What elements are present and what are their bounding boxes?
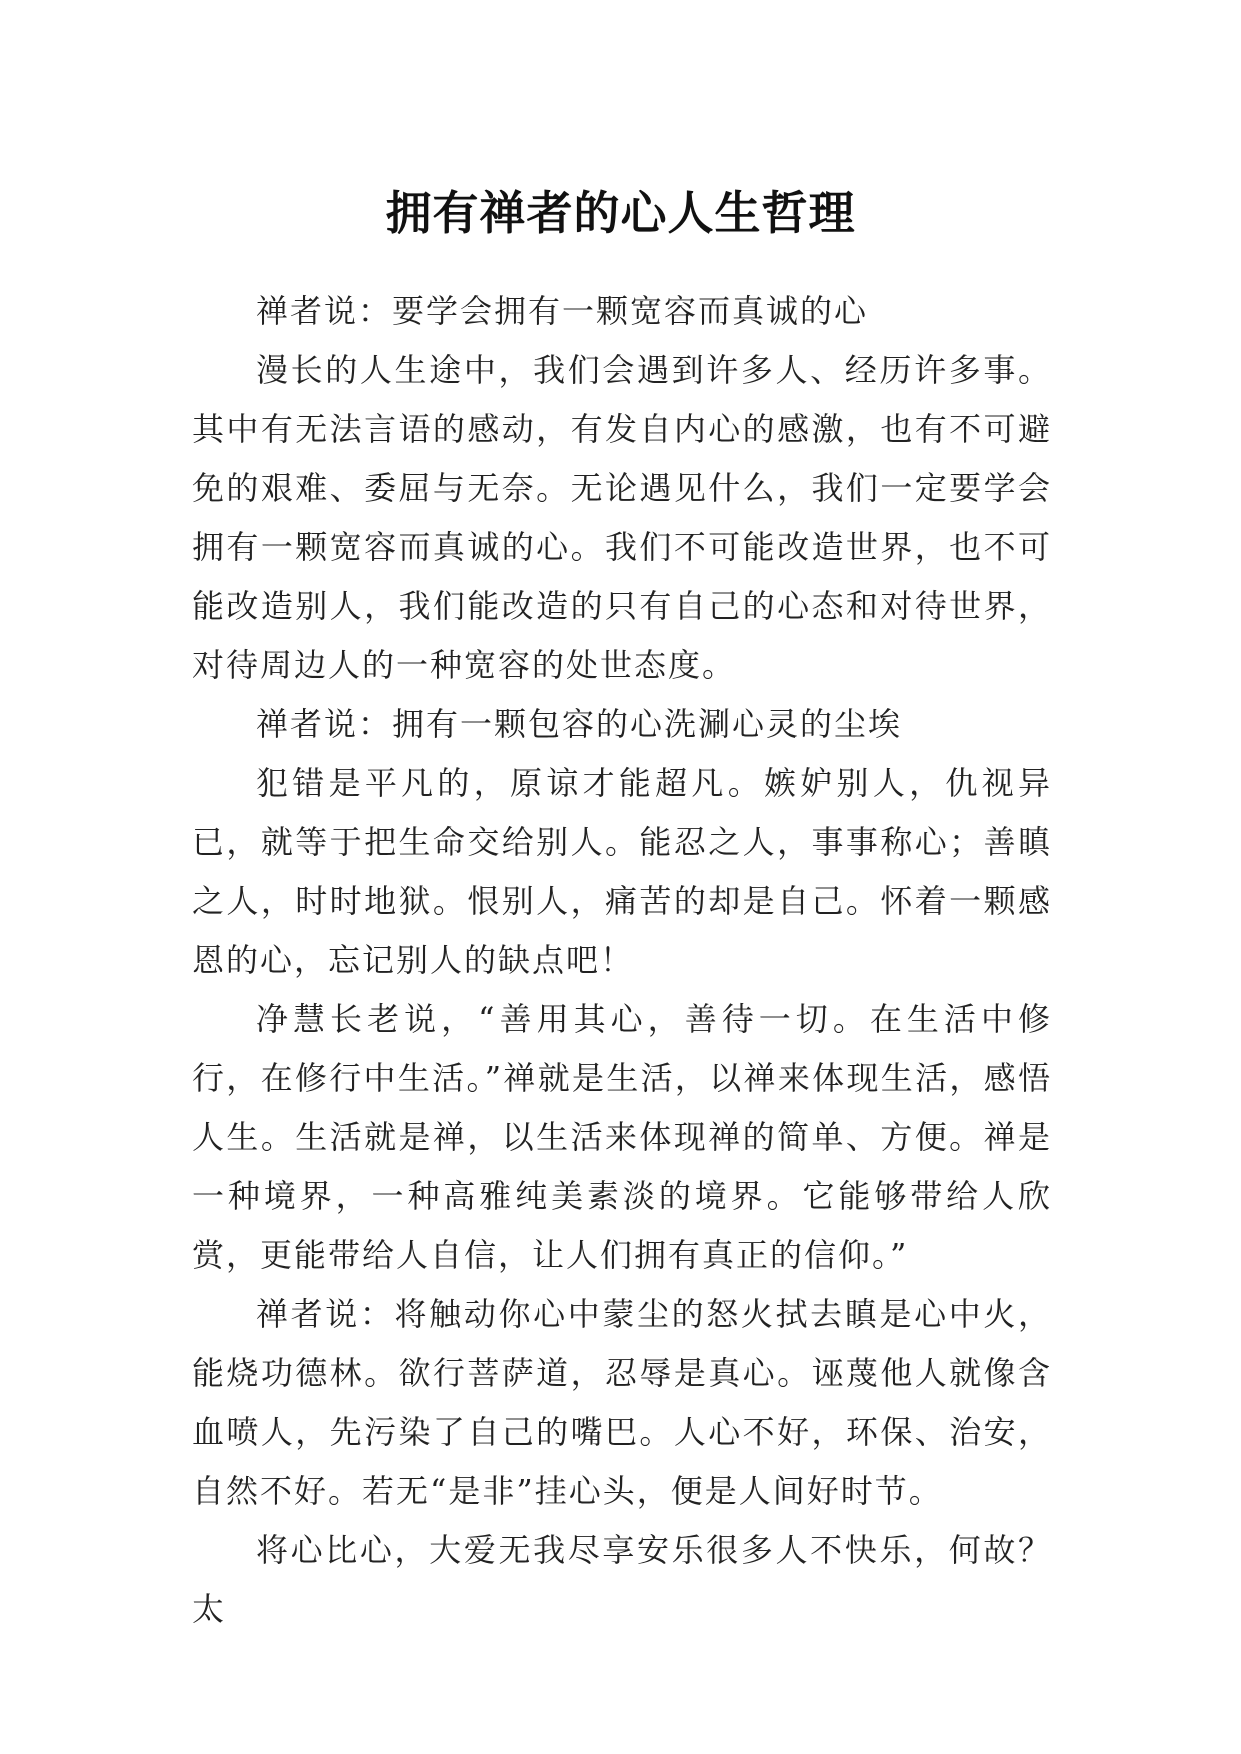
paragraph-1: 漫长的人生途中，我们会遇到许多人、经历许多事。其中有无法言语的感动，有发自内心的感激，也有不可避免的艰难、委屈与无奈。无论遇见什么，我们一定要学会拥有一颗宽容而真诚的心。我们不可能改造世界，也不可能改造别人，我们能改造的只有自己的心态和对待世界，对待周边人的一种宽容的处世态度。 (192, 351, 1052, 684)
paragraph-heading-2: 禅者说：拥有一颗包容的心洗涮心灵的尘埃 (256, 705, 903, 743)
paragraph-heading-1: 禅者说：要学会拥有一颗宽容而真诚的心 (256, 292, 869, 330)
paragraph-2: 犯错是平凡的，原谅才能超凡。嫉妒别人，仇视异已，就等于把生命交给别人。能忍之人，事事称心；善瞋之人，时时地狱。恨别人，痛苦的却是自己。怀着一颗感恩的心，忘记别人的缺点吧！ (192, 764, 1052, 979)
paragraph-5: 将心比心，大爱无我尽享安乐很多人不快乐，何故？太 (192, 1531, 1052, 1628)
document-body (192, 282, 1052, 1639)
document-title: 拥有禅者的心人生哲理 (385, 185, 856, 240)
paragraph-4: 禅者说：将触动你心中蒙尘的怒火拭去瞋是心中火，能烧功德林。欲行菩萨道，忍辱是真心。诬蔑他人就像含血喷人，先污染了自己的嘴巴。人心不好，环保、治安，自然不好。若无“是非”挂心头，便是人间好时节。 (192, 1295, 1052, 1510)
paragraph-3: 净慧长老说，“善用其心，善待一切。在生活中修行，在修行中生活。”禅就是生活，以禅来体现生活，感悟人生。生活就是禅，以生活来体现禅的简单、方便。禅是一种境界，一种高雅纯美素淡的境界。它能够带给人欣赏，更能带给人自信，让人们拥有真正的信仰。” (192, 1000, 1052, 1274)
